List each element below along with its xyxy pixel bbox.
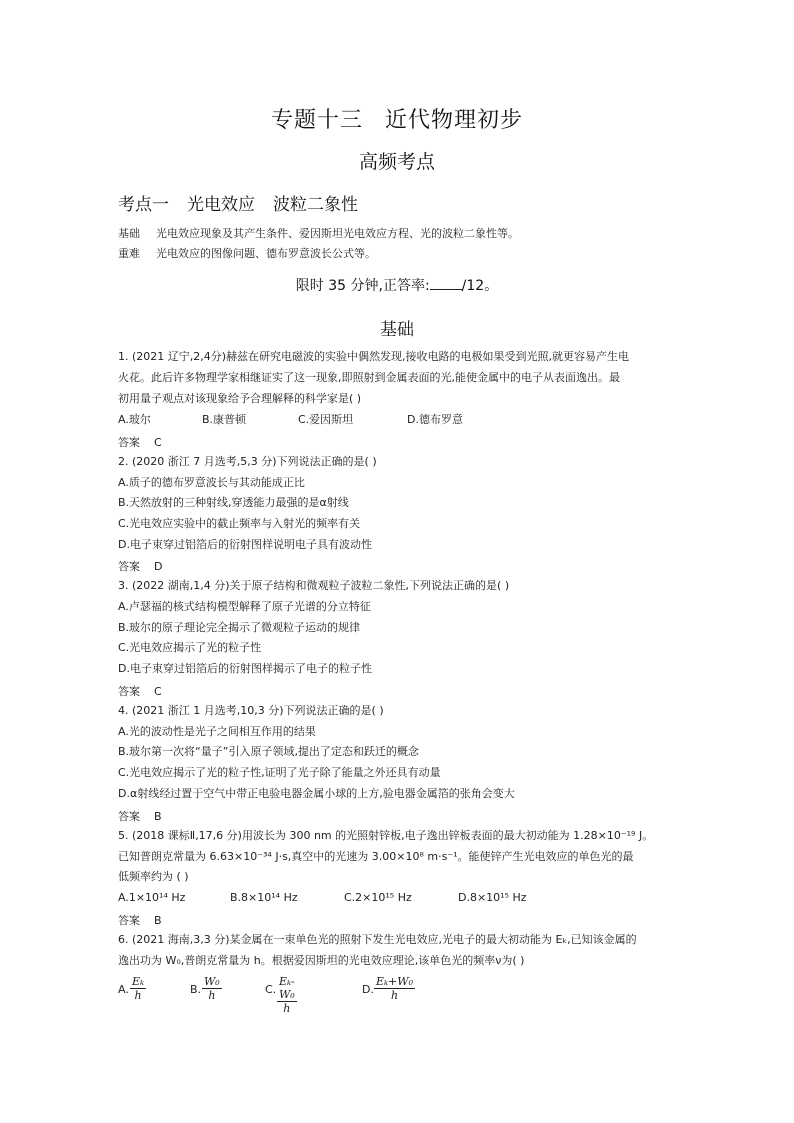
q6-option-c-numerator: Eₖ-W₀ <box>279 975 295 1001</box>
q6-option-c-denominator: h <box>283 1002 291 1015</box>
q6-option-a-letter: A. <box>118 983 129 996</box>
chapter-title <box>0 103 794 134</box>
chapter-name: 近代物理初步 <box>385 108 524 133</box>
q1-option-d: D.德布罗意 <box>407 413 463 426</box>
q5-answer <box>118 912 162 928</box>
q5-stem-line-1: 5. (2018 课标Ⅱ,17,6 分)用波长为 300 nm 的光照射锌板,电子逸出锌板表面的最大初动能为 1.28×10⁻¹⁹ J。 <box>118 829 654 842</box>
q3-answer-value: C <box>154 685 162 698</box>
meta-hard <box>118 245 376 261</box>
q6-stem-line-2: 逸出功为 W₀,普朗克常量为 h。根据爱因斯坦的光电效应理论,该单色光的频率ν为( ) <box>118 954 525 967</box>
q1-answer-value: C <box>154 436 162 449</box>
meta-hard-label: 重难 <box>118 247 140 260</box>
q6-stem-line-1: 6. (2021 海南,3,3 分)某金属在一束单色光的照射下发生光电效应,光电子的最大初动能为 Eₖ,已知该金属的 <box>118 933 637 946</box>
meta-basic <box>118 225 519 241</box>
q4-answer <box>118 808 162 824</box>
q5-answer-label: 答案 <box>118 914 140 927</box>
q6-option-d-letter: D. <box>362 983 374 996</box>
q6-option-c-fraction <box>277 975 297 1015</box>
q2-answer-label: 答案 <box>118 560 140 573</box>
q5-answer-value: B <box>154 914 162 927</box>
q4-option-c: C.光电效应揭示了光的粒子性,证明了光子除了能量之外还具有动量 <box>118 766 441 779</box>
q2-answer-value: D <box>154 560 163 573</box>
q5-option-d: D.8×10¹⁵ Hz <box>458 891 527 904</box>
q1-answer-label: 答案 <box>118 436 140 449</box>
q4-answer-value: B <box>154 810 162 823</box>
section-number: 考点一 <box>118 195 169 215</box>
q2-stem: 2. (2020 浙江 7 月选考,5,3 分)下列说法正确的是( ) <box>118 455 377 468</box>
level-heading: 基础 <box>380 320 414 340</box>
q1-option-b: B.康普顿 <box>202 413 247 426</box>
q5-option-b: B.8×10¹⁴ Hz <box>230 891 298 904</box>
q2-option-a: A.质子的德布罗意波长与其动能成正比 <box>118 476 305 489</box>
q4-answer-label: 答案 <box>118 810 140 823</box>
q6-option-b-denominator: h <box>208 989 216 1002</box>
q6-option-d-denominator: h <box>390 989 399 1002</box>
q2-answer <box>118 558 162 574</box>
q2-option-b: B.天然放射的三种射线,穿透能力最强的是α射线 <box>118 496 349 509</box>
q6-option-b-numerator: W₀ <box>204 975 220 988</box>
q6-option-a-numerator: Eₖ <box>132 975 145 988</box>
q2-option-d: D.电子束穿过铝箔后的衍射图样说明电子具有波动性 <box>118 538 372 551</box>
q1-stem-line-3: 初用量子观点对该现象给予合理解释的科学家是( ) <box>118 392 362 405</box>
meta-hard-text: 光电效应的图像问题、德布罗意波长公式等。 <box>156 247 376 260</box>
q6-option-a-fraction <box>130 975 146 1002</box>
q3-answer-label: 答案 <box>118 685 140 698</box>
q5-options <box>118 891 678 905</box>
q6-option-c-letter: C. <box>265 983 277 996</box>
q5-option-c: C.2×10¹⁵ Hz <box>344 891 412 904</box>
time-limit-line <box>0 275 794 295</box>
q3-option-a: A.卢瑟福的核式结构模型解释了原子光谱的分立特征 <box>118 600 371 613</box>
subtitle: 高频考点 <box>358 151 435 173</box>
section-topic-2: 波粒二象性 <box>273 195 358 215</box>
q5-stem-line-3: 低频率约为 ( ) <box>118 870 189 883</box>
q3-stem: 3. (2022 湖南,1,4 分)关于原子结构和微观粒子波粒二象性,下列说法正确的是( ) <box>118 579 510 592</box>
q5-option-a: A.1×10¹⁴ Hz <box>118 891 186 904</box>
q6-option-b-letter: B. <box>190 983 202 996</box>
section-heading <box>118 190 358 215</box>
time-limit-suffix: /12。 <box>461 278 499 294</box>
q1-option-c: C.爱因斯坦 <box>298 413 354 426</box>
q1-stem-line-2: 火花。此后许多物理学家相继证实了这一现象,即照射到金属表面的光,能使金属中的电子从表面逸出。最 <box>118 371 620 384</box>
score-blank[interactable] <box>430 277 462 290</box>
q3-answer <box>118 683 162 699</box>
q6-option-d-fraction <box>374 975 415 1002</box>
meta-basic-text: 光电效应现象及其产生条件、爱因斯坦光电效应方程、光的波粒二象性等。 <box>156 227 519 240</box>
q4-option-d: D.α射线经过置于空气中带正电验电器金属小球的上方,验电器金属箔的张角会变大 <box>118 787 515 800</box>
q6-option-a-denominator: h <box>134 989 142 1002</box>
q1-stem-line-1: 1. (2021 辽宁,2,4分)赫兹在研究电磁波的实验中偶然发现,接收电路的电极如果受到光照,就更容易产生电 <box>118 350 630 363</box>
section-topic-1: 光电效应 <box>187 195 255 215</box>
q6-option-d-numerator: Eₖ+W₀ <box>376 975 413 988</box>
q3-option-b: B.玻尔的原子理论完全揭示了微观粒子运动的规律 <box>118 621 361 634</box>
q1-options <box>118 413 678 427</box>
q6-option-b-fraction <box>202 975 222 1002</box>
q2-option-c: C.光电效应实验中的截止频率与入射光的频率有关 <box>118 517 361 530</box>
chapter-number: 专题十三 <box>270 108 363 133</box>
time-limit-prefix: 限时 35 分钟,正答率: <box>295 278 430 294</box>
q1-answer <box>118 434 162 450</box>
q4-option-a: A.光的波动性是光子之间相互作用的结果 <box>118 725 316 738</box>
q1-option-a: A.玻尔 <box>118 413 151 426</box>
q4-option-b: B.玻尔第一次将“量子”引入原子领域,提出了定态和跃迁的概念 <box>118 745 419 758</box>
meta-basic-label: 基础 <box>118 227 140 240</box>
q4-stem: 4. (2021 浙江 1 月选考,10,3 分)下列说法正确的是( ) <box>118 704 384 717</box>
q3-option-c: C.光电效应揭示了光的粒子性 <box>118 641 262 654</box>
q5-stem-line-2: 已知普朗克常量为 6.63×10⁻³⁴ J·s,真空中的光速为 3.00×10⁸ m·s⁻¹。能使锌产生光电效应的单色光的最 <box>118 850 634 863</box>
q3-option-d: D.电子束穿过铝箔后的衍射图样揭示了电子的粒子性 <box>118 662 372 675</box>
